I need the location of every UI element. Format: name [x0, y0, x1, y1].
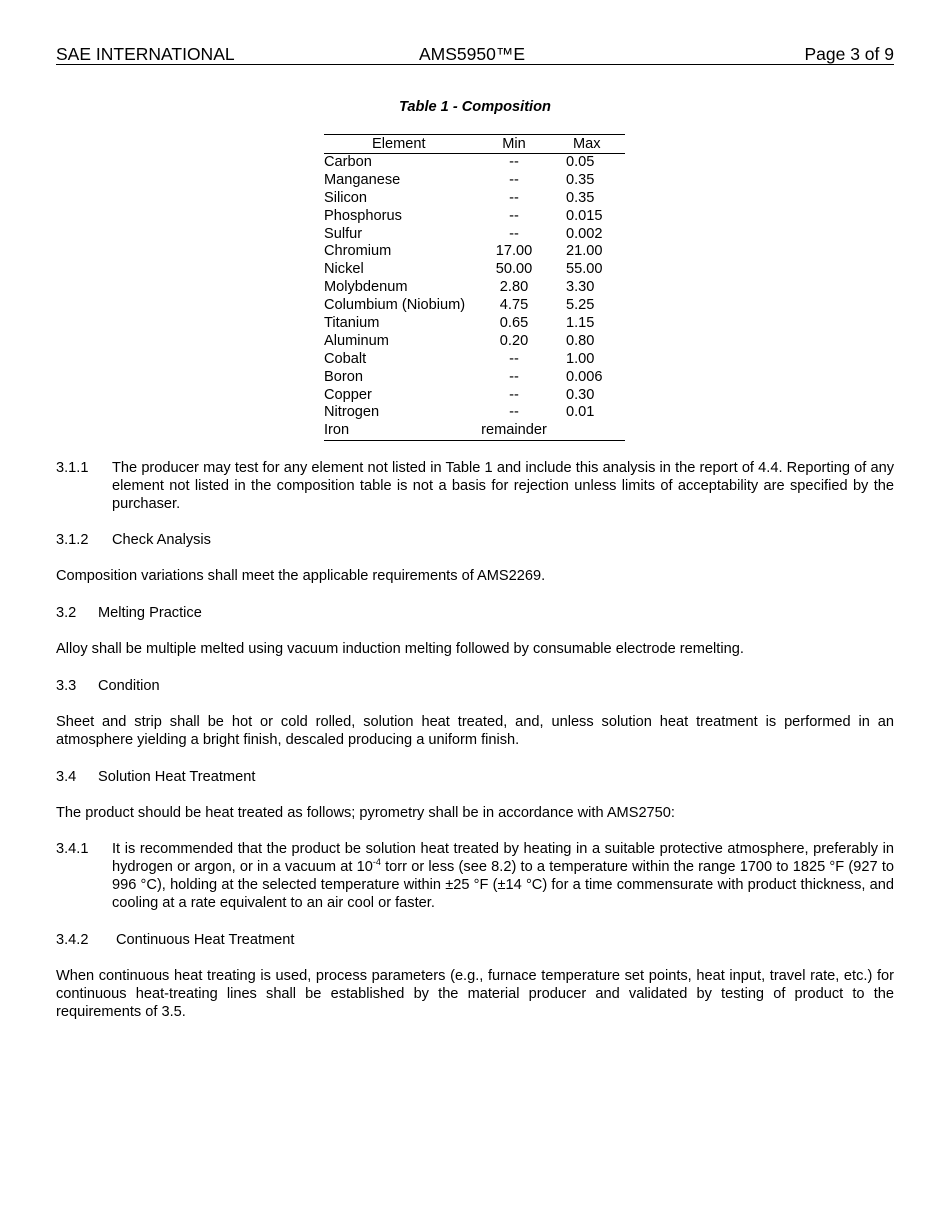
- cell-max: 0.80: [566, 332, 595, 349]
- cell-element: Nitrogen: [324, 404, 380, 421]
- section-number: 3.1.1: [56, 460, 89, 476]
- section-number: 3.3: [56, 678, 77, 694]
- section-3-1-2-body: Composition variations shall meet the applicable requirements of AMS2269.: [56, 568, 546, 584]
- header-org: SAE INTERNATIONAL: [56, 44, 235, 64]
- section-number: 3.1.2: [56, 532, 89, 548]
- section-3-2-heading: [56, 604, 202, 622]
- cell-max: 0.006: [566, 368, 603, 385]
- cell-max: 1.00: [566, 350, 595, 367]
- section-title: Continuous Heat Treatment: [116, 932, 295, 948]
- table-header-row: [324, 134, 625, 154]
- cell-element: Carbon: [324, 154, 372, 170]
- cell-element: Titanium: [324, 315, 380, 332]
- section-3-3-heading: [56, 677, 160, 695]
- section-title: Melting Practice: [98, 605, 202, 621]
- section-title: Check Analysis: [112, 532, 211, 548]
- section-title: Solution Heat Treatment: [98, 769, 256, 785]
- table-row: [324, 297, 625, 315]
- cell-element: Columbium (Niobium): [324, 297, 466, 314]
- table-row: [324, 208, 625, 226]
- cell-element: Molybdenum: [324, 279, 408, 296]
- section-3-2-body: Alloy shall be multiple melted using vacuum induction melting followed by consumable electrode remelting.: [56, 641, 744, 657]
- cell-min: remainder: [481, 422, 547, 439]
- section-number: 3.2: [56, 605, 77, 621]
- section-3-3-body: Sheet and strip shall be hot or cold rolled, solution heat treated, and, unless solution heat treatment is performed in an atmosphere yielding a bright finish, descaled producing a uniform finish.: [56, 714, 894, 748]
- section-number: 3.4.1: [56, 841, 89, 857]
- cell-element: Iron: [324, 422, 350, 439]
- cell-element: Nickel: [324, 261, 364, 278]
- cell-min: --: [509, 225, 519, 242]
- cell-min: 0.20: [499, 332, 529, 349]
- section-3-4-2-body: When continuous heat treating is used, process parameters (e.g., furnace temperature set points, heat input, travel rate, etc.) for continuous heat-treating lines shall be established by the material producer and validated by testing of product to the requirements of 3.5.: [56, 968, 894, 1020]
- cell-element: Sulfur: [324, 225, 363, 242]
- header-doc-id: AMS5950™E: [419, 44, 526, 64]
- cell-max: 21.00: [566, 243, 603, 260]
- section-text: The producer may test for any element not listed in Table 1 and include this analysis in the report of 4.4. Reporting of any element not listed in the composition table is not a basis for rejection unless limits of acceptability are specified by the purchaser.: [112, 460, 894, 512]
- section-3-4-1: [56, 840, 894, 912]
- cell-min: 50.00: [495, 261, 533, 278]
- column-header-max: Max: [573, 136, 601, 152]
- cell-min: 2.80: [499, 279, 529, 296]
- table-row: [324, 351, 625, 369]
- table-row: [324, 172, 625, 190]
- table-body: [324, 154, 625, 441]
- cell-max: 5.25: [566, 297, 595, 314]
- table-row: [324, 261, 625, 279]
- cell-max: 55.00: [566, 261, 603, 278]
- cell-element: Copper: [324, 386, 372, 403]
- cell-min: 17.00: [495, 243, 533, 260]
- cell-min: --: [509, 189, 519, 206]
- table-row: [324, 404, 625, 422]
- composition-table: [324, 134, 625, 441]
- section-3-1-2-heading: [56, 531, 211, 549]
- section-3-1-1: [56, 459, 894, 513]
- section-3-4-2-heading: [56, 931, 294, 949]
- cell-element: Phosphorus: [324, 207, 402, 224]
- cell-min: --: [509, 350, 519, 367]
- cell-min: --: [509, 207, 519, 224]
- section-text-part-b: torr or less (see 8.2) to a temperature within the range 1700 to 1825 °F (927 to 996 °C), holding at the selected temperature within ±25 °F (±14 °C) for a time commensurate with product thickness, and cooling at a rate equivalent to an air cool or faster.: [112, 859, 894, 911]
- cell-element: Aluminum: [324, 332, 389, 349]
- section-3-4-body: The product should be heat treated as follows; pyrometry shall be in accordance with AMS2750:: [56, 805, 675, 821]
- cell-max: 0.35: [566, 189, 595, 206]
- cell-min: --: [509, 368, 519, 385]
- table-row: [324, 154, 625, 172]
- table-row: [324, 279, 625, 297]
- cell-min: --: [509, 404, 519, 421]
- column-header-element: Element: [372, 136, 426, 152]
- cell-element: Boron: [324, 368, 363, 385]
- cell-min: --: [509, 154, 519, 170]
- section-number: 3.4.2: [56, 932, 89, 948]
- cell-min: --: [509, 386, 519, 403]
- cell-max: 0.002: [566, 225, 603, 242]
- exponent: -4: [372, 857, 381, 867]
- header-page-number: Page 3 of 9: [804, 44, 894, 64]
- cell-element: Silicon: [324, 189, 367, 206]
- cell-max: 0.01: [566, 404, 595, 421]
- cell-max: 0.05: [566, 154, 595, 170]
- table-row: [324, 333, 625, 351]
- cell-max: 0.30: [566, 386, 595, 403]
- cell-min: --: [509, 171, 519, 188]
- cell-element: Cobalt: [324, 350, 367, 367]
- cell-element: Chromium: [324, 243, 392, 260]
- section-3-4-heading: [56, 768, 255, 786]
- table-row: [324, 243, 625, 261]
- column-header-min: Min: [502, 136, 526, 152]
- cell-min: 0.65: [499, 315, 529, 332]
- section-number: 3.4: [56, 769, 77, 785]
- cell-min: 4.75: [499, 297, 529, 314]
- cell-max: 0.35: [566, 171, 595, 188]
- cell-element: Manganese: [324, 171, 401, 188]
- page-header: [56, 44, 894, 65]
- section-text-part-a: It is recommended that the product be solution heat treated by heating in a suitable protective atmosphere, preferably in hydrogen or argon, or in a vacuum at 10: [112, 841, 894, 875]
- table-row: [324, 369, 625, 387]
- table-row: [324, 387, 625, 405]
- cell-max: 1.15: [566, 315, 595, 332]
- table-row: [324, 226, 625, 244]
- table-row: [324, 422, 625, 441]
- cell-max: 3.30: [566, 279, 595, 296]
- table-row: [324, 315, 625, 333]
- table-row: [324, 190, 625, 208]
- cell-max: 0.015: [566, 207, 603, 224]
- table-title: Table 1 - Composition: [399, 99, 551, 115]
- section-title: Condition: [98, 678, 160, 694]
- section-text: [112, 840, 894, 912]
